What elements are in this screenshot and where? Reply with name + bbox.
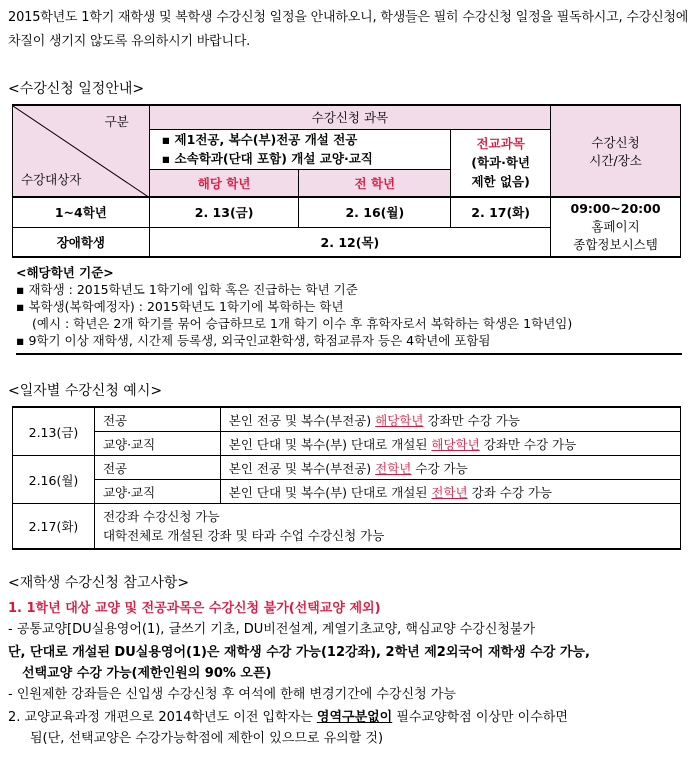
reference-p6 [8, 707, 696, 728]
general-note2: 제한 없음) [471, 174, 530, 190]
row2-desc-a: 본인 단대 및 복수(부) 단대로 개설된 [228, 436, 432, 452]
reference-p2: - 공통교양[DU실용영어(1), 글쓰기 기초, DU비전설계, 계열기초교양, 핵심교양 수강신청불가 [8, 622, 536, 637]
all-years-header: 전 학년 [299, 169, 451, 197]
row1-desc-c: 강좌만 수강 가능 [423, 412, 520, 428]
course-header: 수강신청 과목 [149, 105, 550, 129]
reference-p6-a: 2. 교양교육과정 개편으로 2014학년도 이전 입학자는 [8, 710, 317, 725]
general-course-label: 전교과목 [476, 136, 525, 152]
corner-bottom-label: 수강대상자 [21, 172, 82, 187]
row2-desc [220, 432, 680, 456]
row3-type: 전공 [94, 456, 220, 480]
daily-heading: <일자별 수강신청 예시> [8, 383, 163, 399]
row4-desc [220, 480, 680, 504]
place-line2: 종합정보시스템 [573, 237, 658, 252]
row1-date1: 2. 13(금) [149, 197, 299, 227]
date1: 2.13(금) [13, 407, 95, 456]
criteria-note [16, 264, 682, 355]
row4-type: 교양·교직 [94, 480, 220, 504]
criteria-item2: ▪ 복학생(복학예정자) : 2015학년도 1학기에 복학하는 학년 [16, 299, 344, 314]
reference-p7: 됨(단, 선택교양은 수강가능학점에 제한이 있으므로 유의할 것) [30, 731, 384, 746]
row5-desc [94, 504, 680, 550]
row3-desc [220, 456, 680, 480]
schedule-table [12, 104, 681, 258]
reference-p5: - 인원제한 강좌들은 신입생 수강신청 후 여석에 한해 변경기간에 수강신청 가능 [8, 687, 456, 702]
time-place-line2: 시간/장소 [589, 153, 642, 168]
daily-table [12, 406, 681, 550]
date2: 2.16(월) [13, 456, 95, 504]
relevant-year-header: 해당 학년 [149, 169, 299, 197]
intro-paragraph: 2015학년도 1학기 재학생 및 복학생 수강신청 일정을 안내하오니, 학생들은 필히 수강신청 일정을 필독하시고, 수강신청에 차질이 생기지 않도록 유의하시기 바랍니다. [8, 10, 689, 49]
time-place-header [551, 105, 681, 197]
time-place-cell [551, 197, 681, 257]
row2-date: 2. 12(목) [149, 227, 550, 257]
corner-cell [13, 105, 150, 197]
time-place-line1: 수강신청 [591, 135, 640, 150]
row3-desc-a: 본인 전공 및 복수(부전공) [228, 460, 376, 476]
row2-label: 장애학생 [13, 227, 150, 257]
row5-line1: 전강좌 수강신청 가능 [102, 509, 220, 524]
major-description [149, 129, 450, 169]
row1-desc-highlight: 해당학년 [375, 412, 424, 428]
reference-p3: 단, 단대로 개설된 DU실용영어(1)은 재학생 수강 가능(12강좌), 2학년 제2외국어 재학생 수강 가능, [8, 645, 590, 660]
row4-desc-c: 강좌 수강 가능 [467, 484, 553, 500]
row1-desc [220, 407, 680, 432]
row5-line2: 대학전체로 개설된 강좌 및 타과 수업 수강신청 가능 [102, 528, 385, 543]
date3: 2.17(화) [13, 504, 95, 550]
reference-section [8, 598, 696, 749]
row1-label: 1~4학년 [13, 197, 150, 227]
row1-desc-a: 본인 전공 및 복수(부전공) [228, 412, 376, 428]
row4-desc-a: 본인 단대 및 복수(부) 단대로 개설된 [228, 484, 432, 500]
criteria-item1: ▪ 재학생 : 2015학년도 1학기에 입학 혹은 진급하는 학년 기준 [16, 282, 358, 297]
general-course-cell [451, 129, 551, 197]
general-note1: (학과·학년 [471, 155, 531, 171]
criteria-item2b: (예시 : 학년은 2개 학기를 묶어 승급하므로 1개 학기 이수 후 휴학자로서 복학하는 학생은 1학년임) [32, 316, 573, 331]
row2-desc-c: 강좌만 수강 가능 [479, 436, 577, 452]
row3-desc-c: 수강 가능 [411, 460, 468, 476]
row1-date2: 2. 16(월) [299, 197, 451, 227]
reference-p1: 1. 1학년 대상 교양 및 전공과목은 수강신청 불가(선택교양 제외) [8, 601, 381, 616]
row4-desc-highlight: 전학년 [431, 484, 468, 500]
row2-type: 교양·교직 [94, 432, 220, 456]
reference-p6-emphasis: 영역구분없이 [316, 710, 393, 725]
row1-type: 전공 [94, 407, 220, 432]
criteria-title: <해당학년 기준> [16, 265, 114, 280]
reference-heading: <재학생 수강신청 참고사항> [8, 575, 190, 591]
row3-desc-highlight: 전학년 [375, 460, 412, 476]
major-line2: ▪ 소속학과(단대 포함) 개설 교양·교직 [161, 151, 373, 166]
row1-date3: 2. 17(화) [451, 197, 551, 227]
reference-p4: 선택교양 수강 가능(제한인원의 90% 오픈) [22, 666, 272, 681]
criteria-item3: ▪ 9학기 이상 재학생, 시간제 등록생, 외국인교환학생, 학점교류자 등은 4학년에 포함됨 [16, 333, 491, 348]
major-line1: ▪ 제1전공, 복수(부)전공 개설 전공 [161, 132, 358, 147]
time-range: 09:00~20:00 [570, 201, 661, 216]
place-line1: 홈페이지 [591, 219, 640, 234]
reference-p6-c: 필수교양학점 이상만 이수하면 [392, 710, 568, 725]
schedule-heading: <수강신청 일정안내> [8, 81, 145, 97]
corner-top-label: 구분 [104, 114, 129, 129]
row2-desc-highlight: 해당학년 [431, 436, 480, 452]
